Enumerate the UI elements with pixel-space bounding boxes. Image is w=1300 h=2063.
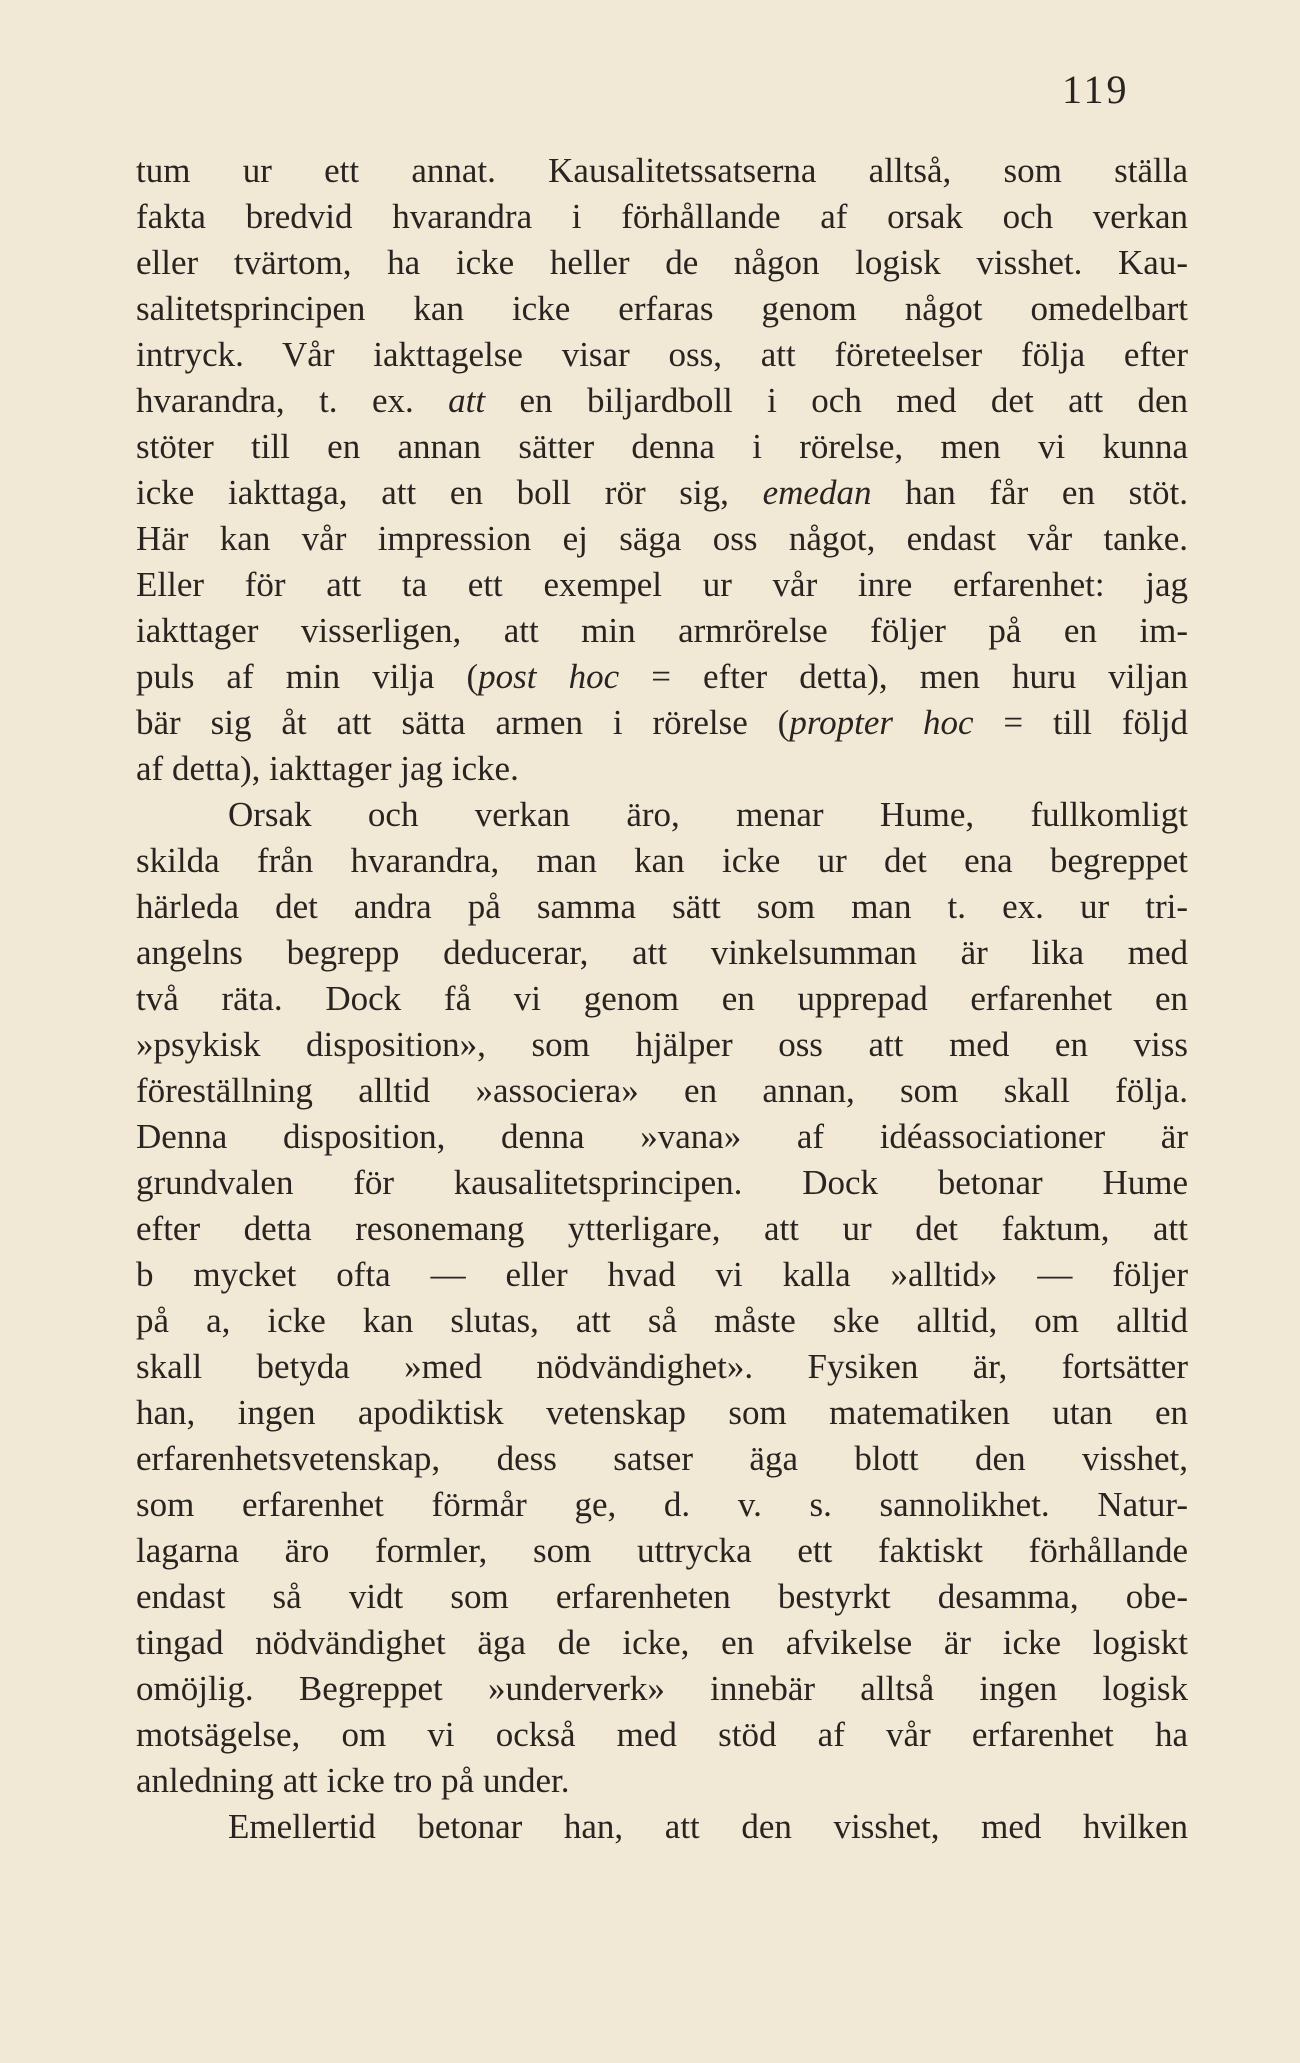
text-line: [136, 1252, 1188, 1298]
text-segment: fakta bredvid hvarandra i förhållande af orsak och verkan: [136, 197, 1188, 236]
text-line: [136, 746, 1188, 792]
text-segment: Emellertid betonar han, att den visshet, med hvilken: [228, 1807, 1188, 1846]
text-line: [136, 654, 1188, 700]
body-text: [136, 148, 1188, 1850]
text-line: [136, 1114, 1188, 1160]
text-segment: två räta. Dock få vi genom en upprepad erfarenhet en: [136, 979, 1188, 1018]
text-segment: härleda det andra på samma sätt som man t. ex. ur tri-: [136, 887, 1188, 926]
text-line: [136, 608, 1188, 654]
text-segment: Eller för att ta ett exempel ur vår inre erfarenhet: jag: [136, 565, 1188, 604]
text-segment: b mycket ofta — eller hvad vi kalla »alltid» — följer: [136, 1255, 1188, 1294]
text-segment: tingad nödvändighet äga de icke, en afvikelse är icke logiskt: [136, 1623, 1188, 1662]
page-number: 119: [1062, 67, 1130, 112]
text-segment: lagarna äro formler, som uttrycka ett faktiskt förhållande: [136, 1531, 1188, 1570]
text-segment: angelns begrepp deducerar, att vinkelsumman är lika med: [136, 933, 1188, 972]
text-segment: salitetsprincipen kan icke erfaras genom något omedelbart: [136, 289, 1188, 328]
text-segment: skall betyda »med nödvändighet». Fysiken är, fortsätter: [136, 1347, 1188, 1386]
text-segment: motsägelse, om vi också med stöd af vår erfarenhet ha: [136, 1715, 1188, 1754]
text-segment: »psykisk disposition», som hjälper oss att med en viss: [136, 1025, 1188, 1064]
text-line: [136, 1298, 1188, 1344]
italic-text: emedan: [762, 473, 872, 512]
text-line: [136, 976, 1188, 1022]
text-line: [136, 792, 1188, 838]
italic-text: post hoc: [478, 657, 620, 696]
text-segment: anledning att icke tro på under.: [136, 1761, 570, 1800]
text-line: [136, 1160, 1188, 1206]
text-segment: efter detta resonemang ytterligare, att ur det faktum, att: [136, 1209, 1188, 1248]
text-segment: en biljardboll i och med det att den: [485, 381, 1188, 420]
text-segment: bär sig åt att sätta armen i rörelse (: [136, 703, 790, 742]
text-line: [136, 1068, 1188, 1114]
text-line: [136, 1712, 1188, 1758]
text-segment: icke iakttaga, att en boll rör sig,: [136, 473, 763, 512]
text-segment: = efter detta), men huru viljan: [619, 657, 1188, 696]
text-line: [136, 148, 1188, 194]
text-segment: som erfarenhet förmår ge, d. v. s. sannolikhet. Natur-: [136, 1485, 1188, 1524]
text-segment: = till följd: [973, 703, 1188, 742]
text-line: [136, 1206, 1188, 1252]
text-segment: Här kan vår impression ej säga oss något, endast vår tanke.: [136, 519, 1188, 558]
text-segment: hvarandra, t. ex.: [136, 381, 449, 420]
text-line: [136, 240, 1188, 286]
text-line: [136, 1436, 1188, 1482]
text-line: [136, 1344, 1188, 1390]
text-line: [136, 332, 1188, 378]
text-segment: Orsak och verkan äro, menar Hume, fullkomligt: [228, 795, 1188, 834]
text-line: [136, 562, 1188, 608]
text-segment: iakttager visserligen, att min armrörelse följer på en im-: [136, 611, 1188, 650]
text-segment: föreställning alltid »associera» en annan, som skall följa.: [136, 1071, 1188, 1110]
text-segment: skilda från hvarandra, man kan icke ur det ena begreppet: [136, 841, 1188, 880]
text-line: [136, 1804, 1188, 1850]
text-line: [136, 286, 1188, 332]
text-segment: endast så vidt som erfarenheten bestyrkt desamma, obe-: [136, 1577, 1188, 1616]
text-segment: puls af min vilja (: [136, 657, 479, 696]
text-line: [136, 930, 1188, 976]
text-segment: han, ingen apodiktisk vetenskap som matematiken utan en: [136, 1393, 1188, 1432]
text-line: [136, 424, 1188, 470]
text-line: [136, 470, 1188, 516]
text-line: [136, 1666, 1188, 1712]
text-line: [136, 1390, 1188, 1436]
text-segment: stöter till en annan sätter denna i rörelse, men vi kunna: [136, 427, 1188, 466]
text-line: [136, 1620, 1188, 1666]
text-segment: han får en stöt.: [871, 473, 1188, 512]
text-line: [136, 1758, 1188, 1804]
text-line: [136, 700, 1188, 746]
text-segment: tum ur ett annat. Kausalitetssatserna alltså, som ställa: [136, 151, 1188, 190]
text-line: [136, 1528, 1188, 1574]
text-segment: på a, icke kan slutas, att så måste ske alltid, om alltid: [136, 1301, 1188, 1340]
text-segment: Denna disposition, denna »vana» af idéassociationer är: [136, 1117, 1188, 1156]
text-line: [136, 516, 1188, 562]
text-line: [136, 1022, 1188, 1068]
text-segment: erfarenhetsvetenskap, dess satser äga blott den visshet,: [136, 1439, 1188, 1478]
text-line: [136, 884, 1188, 930]
italic-text: propter hoc: [789, 703, 974, 742]
text-line: [136, 378, 1188, 424]
text-line: [136, 1574, 1188, 1620]
text-line: [136, 838, 1188, 884]
text-segment: intryck. Vår iakttagelse visar oss, att företeelser följa efter: [136, 335, 1188, 374]
text-segment: af detta), iakttager jag icke.: [136, 749, 519, 788]
italic-text: att: [448, 381, 486, 420]
text-line: [136, 1482, 1188, 1528]
text-line: [136, 194, 1188, 240]
text-segment: eller tvärtom, ha icke heller de någon logisk visshet. Kau-: [136, 243, 1188, 282]
text-segment: grundvalen för kausalitetsprincipen. Dock betonar Hume: [136, 1163, 1188, 1202]
text-segment: omöjlig. Begreppet »underverk» innebär alltså ingen logisk: [136, 1669, 1188, 1708]
